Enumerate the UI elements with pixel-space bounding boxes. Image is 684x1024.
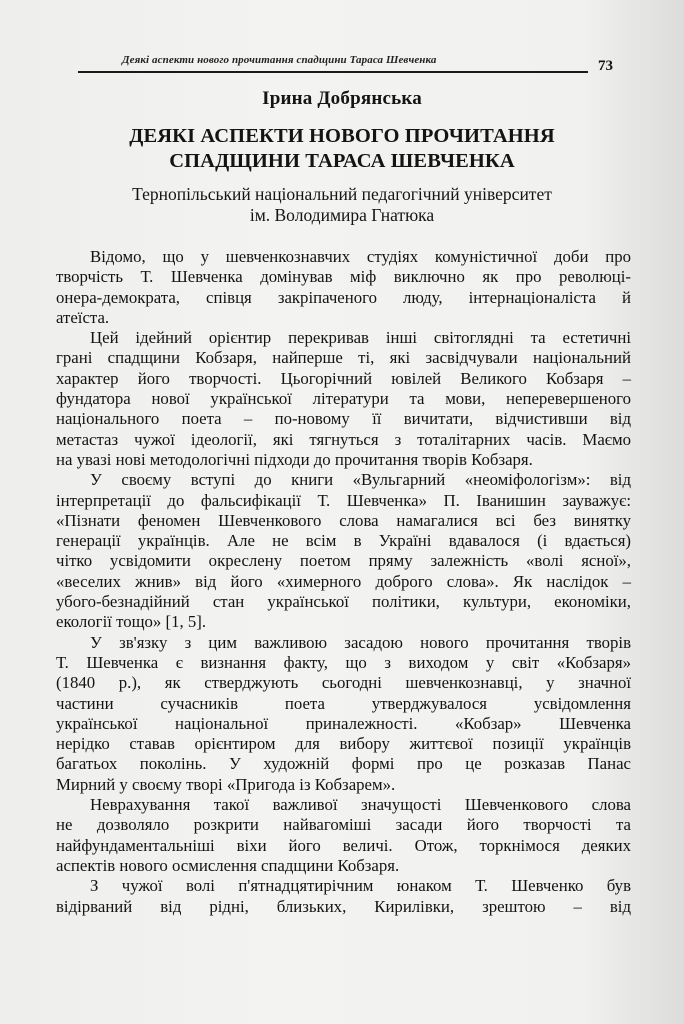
text-line: творчість Т. Шевченка домінував міф виключно як про революці- (56, 267, 631, 287)
page-number: 73 (598, 58, 613, 74)
text-line: Неврахування такої важливої значущості Шевченкового слова (90, 795, 631, 815)
text-line: нерідко ставав орієнтиром для вибору життєвої позиції українців (56, 734, 631, 754)
author-affiliation (0, 184, 684, 226)
text-line: чітко усвідомити окреслену поетом пряму залежність «волі ясної», (56, 551, 631, 571)
text-line: З чужої волі п'ятнадцятирічним юнаком Т. Шевченко був (90, 876, 631, 896)
text-line: національного поета – по-новому її вичитати, відчистивши від (56, 409, 631, 429)
text-line: грані спадщини Кобзаря, найперше ті, які засвідчували національний (56, 348, 631, 368)
running-header (78, 54, 588, 74)
header-rule (78, 71, 588, 73)
text-line: української національної приналежності. «Кобзар» Шевченка (56, 713, 631, 733)
text-line: атеїста. (56, 307, 110, 327)
text-line: аспектів нового осмислення спадщини Кобзаря. (56, 855, 400, 875)
text-line: відірваний від рідні, близьких, Кирилівки, зрештою – від (56, 896, 631, 916)
article-title (0, 124, 684, 174)
text-line: найфундаментальніші віхи його величі. Отож, торкнімося деяких (56, 835, 631, 855)
text-line: на увазі нові методологічні підходи до прочитання творів Кобзаря. (56, 449, 533, 469)
text-line: «веселих жнив» від його «химерного доброго слова». Як наслідок – (56, 571, 631, 591)
text-line: Відомо, що у шевченкознавчих студіях комуністичної доби про (90, 247, 631, 266)
text-line: Т. Шевченка є визнання факту, що з виходом у світ «Кобзаря» (56, 652, 631, 672)
body-paragraph (56, 795, 631, 876)
text-line: екології тощо» [1, 5]. (56, 612, 207, 632)
text-line: не дозволяло розкрити найвагоміші засади його творчості та (56, 815, 631, 835)
text-line: «Пізнати феномен Шевченкового слова намагалися всі без винятку (56, 510, 631, 530)
text-line: частини сучасників поета утверджувалося усвідомлення (56, 693, 631, 713)
body-paragraph (56, 633, 631, 795)
body-paragraph (56, 470, 631, 632)
body-paragraph (56, 876, 631, 917)
article-author: Ірина Добрянська (262, 88, 422, 109)
text-line: Мирний у своєму творі «Пригода із Кобзарем». (56, 774, 396, 794)
article-title-line: ДЕЯКІ АСПЕКТИ НОВОГО ПРОЧИТАННЯ (129, 125, 555, 147)
body-paragraph (56, 247, 631, 328)
text-line: характер його творчості. Цьогорічний ювілей Великого Кобзаря – (56, 368, 631, 388)
article-body (56, 247, 631, 917)
affiliation-line: Тернопільський національний педагогічний університет (132, 184, 552, 204)
body-paragraph (56, 328, 631, 470)
text-line: багатьох поколінь. У художній формі про це розказав Панас (56, 754, 631, 774)
text-line: генерації українців. Але не всім в Україні вдавалося (і вдається) (56, 531, 631, 551)
text-line: У своєму вступі до книги «Вульгарний «неоміфологізм»: від (90, 470, 631, 490)
text-line: убого-безнадійний стан української політики, культури, економіки, (56, 592, 631, 612)
affiliation-line: ім. Володимира Гнатюка (249, 205, 435, 225)
text-line: (1840 р.), як стверджують сьогодні шевченкознавці, у значної (56, 673, 631, 693)
article-title-line: СПАДЩИНИ ТАРАСА ШЕВЧЕНКА (169, 150, 515, 172)
text-line: Цей ідейний орієнтир перекривав інші світоглядні та естетичні (90, 328, 631, 348)
text-line: метастаз чужої ідеології, які тягнуться з тоталітарних часів. Маємо (56, 429, 631, 449)
text-line: фундатора нової української літератури та мови, неперевершеного (56, 389, 631, 409)
text-line: інтерпретації до фальсифікації Т. Шевченка» П. Іванишин зауважує: (56, 490, 631, 510)
text-line: У зв'язку з цим важливою засадою нового прочитання творів (90, 632, 631, 652)
running-title: Деякі аспекти нового прочитання спадщини Тараса Шевченка (122, 54, 437, 66)
text-line: онера-демократа, співця закріпаченого люду, інтернаціоналіста й (56, 287, 631, 307)
